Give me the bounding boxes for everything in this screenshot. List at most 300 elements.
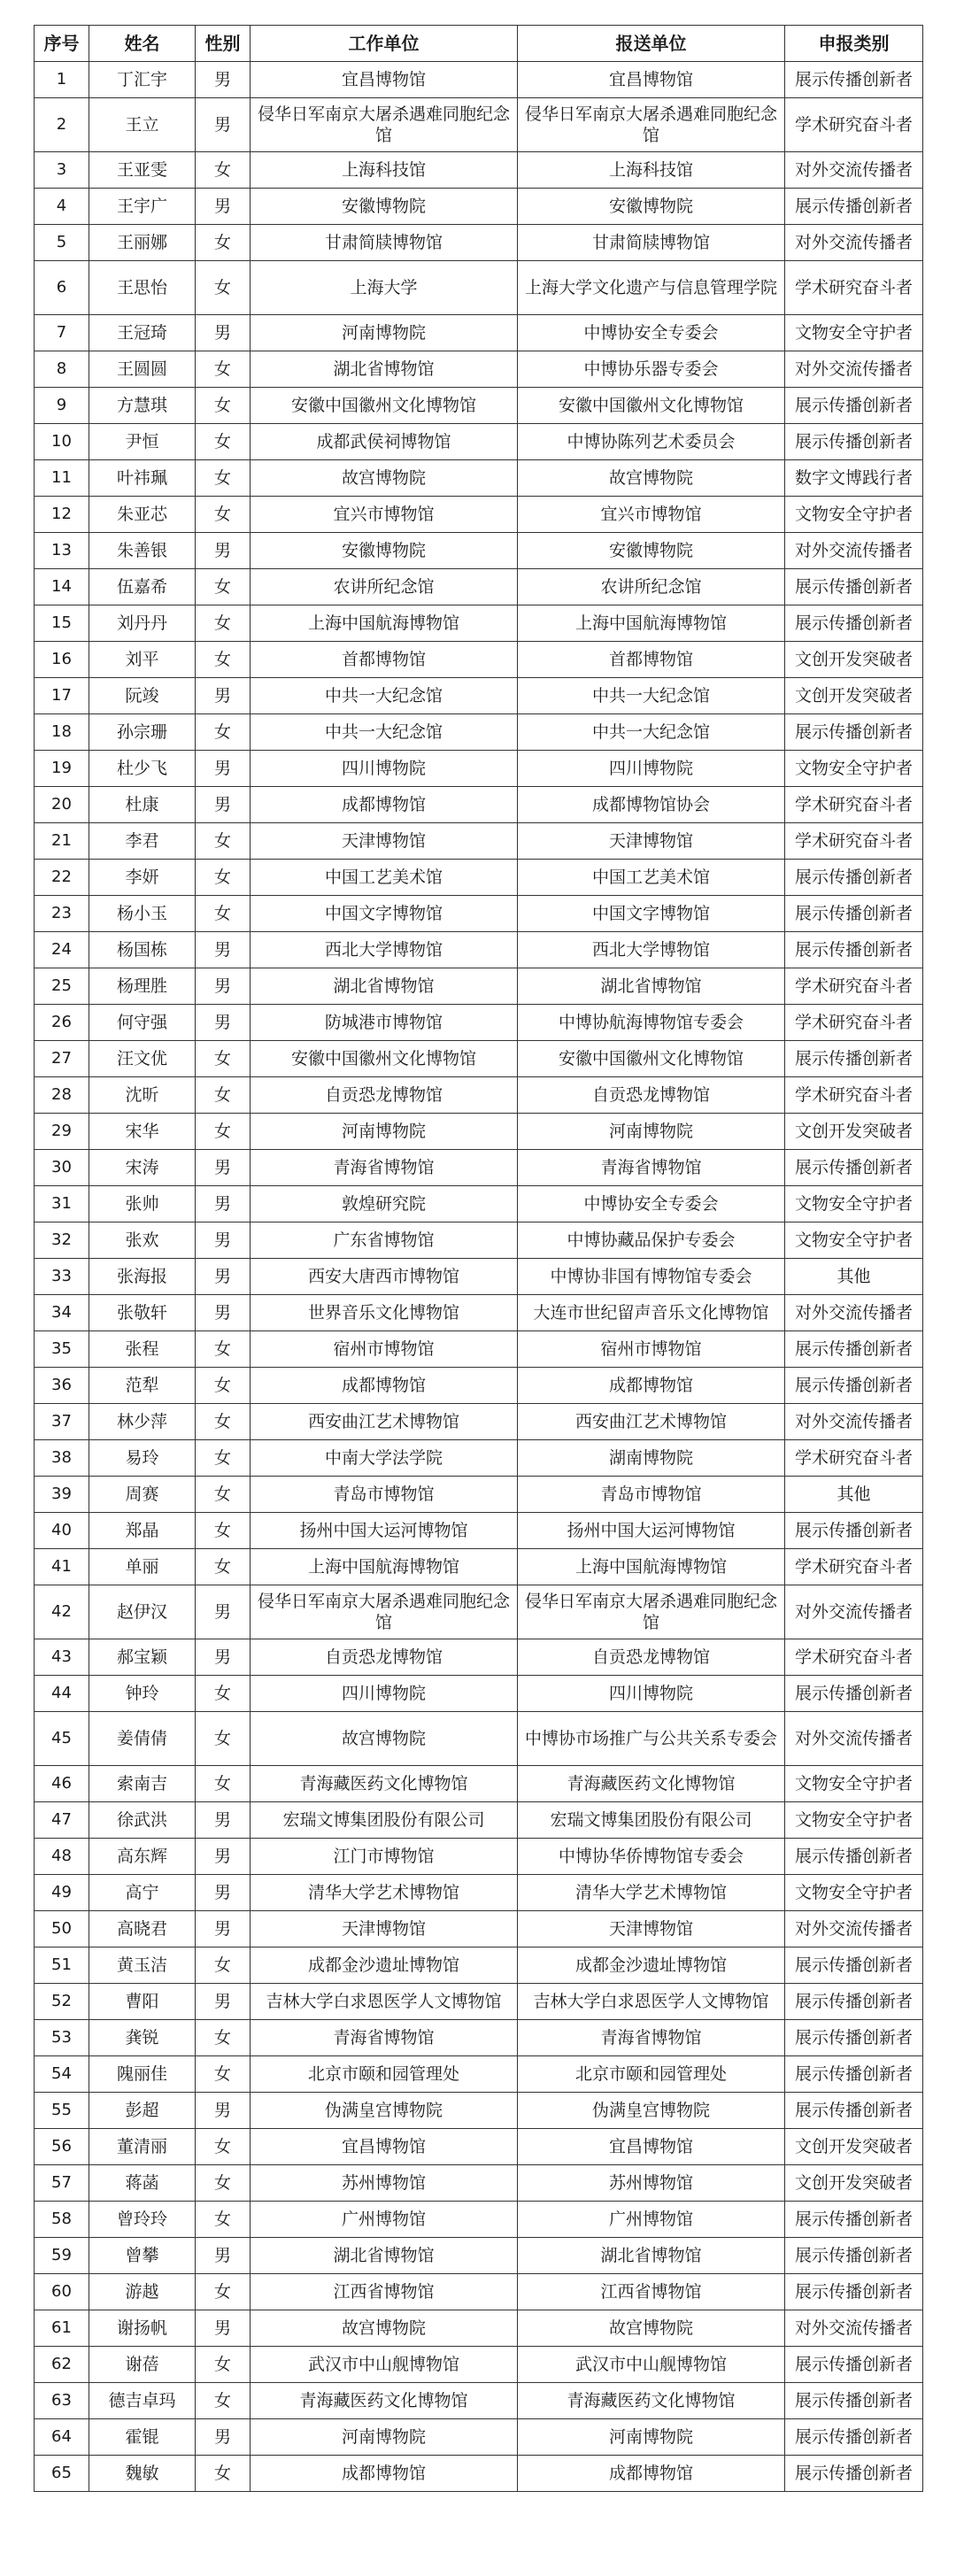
table-row <box>35 261 923 315</box>
cell-index: 40 <box>35 1513 89 1549</box>
cell-name: 沈昕 <box>89 1077 196 1114</box>
cell-submitting-unit: 中国工艺美术馆 <box>518 860 785 896</box>
cell-gender: 女 <box>196 261 251 315</box>
cell-category: 学术研究奋斗者 <box>785 98 923 152</box>
cell-submitting-unit: 四川博物院 <box>518 1676 785 1712</box>
cell-work-unit: 中共一大纪念馆 <box>251 714 518 751</box>
cell-name: 魏敏 <box>89 2456 196 2492</box>
cell-category: 文物安全守护者 <box>785 1802 923 1839</box>
cell-work-unit: 青海藏医药文化博物馆 <box>251 2383 518 2419</box>
cell-index: 34 <box>35 1295 89 1331</box>
cell-name: 伍嘉希 <box>89 569 196 605</box>
cell-name: 刘丹丹 <box>89 605 196 642</box>
cell-work-unit: 湖北省博物馆 <box>251 968 518 1005</box>
cell-submitting-unit: 侵华日军南京大屠杀遇难同胞纪念馆 <box>518 1585 785 1639</box>
cell-work-unit: 武汉市中山舰博物馆 <box>251 2347 518 2383</box>
cell-name: 宋华 <box>89 1114 196 1150</box>
cell-index: 6 <box>35 261 89 315</box>
cell-category: 文创开发突破者 <box>785 1114 923 1150</box>
cell-submitting-unit: 上海中国航海博物馆 <box>518 605 785 642</box>
cell-gender: 男 <box>196 62 251 98</box>
cell-category: 展示传播创新者 <box>785 714 923 751</box>
cell-category: 数字文博践行者 <box>785 460 923 497</box>
cell-gender: 女 <box>196 2274 251 2310</box>
cell-category: 展示传播创新者 <box>785 2274 923 2310</box>
cell-index: 57 <box>35 2165 89 2202</box>
table-row <box>35 1186 923 1222</box>
cell-work-unit: 中共一大纪念馆 <box>251 678 518 714</box>
cell-name: 易玲 <box>89 1440 196 1477</box>
cell-name: 宋涛 <box>89 1150 196 1186</box>
cell-work-unit: 自贡恐龙博物馆 <box>251 1077 518 1114</box>
cell-submitting-unit: 宜昌博物馆 <box>518 2129 785 2165</box>
cell-submitting-unit: 青海省博物馆 <box>518 2020 785 2056</box>
cell-gender: 女 <box>196 860 251 896</box>
cell-submitting-unit: 西安曲江艺术博物馆 <box>518 1404 785 1440</box>
table-row <box>35 1259 923 1295</box>
cell-index: 56 <box>35 2129 89 2165</box>
cell-name: 张海报 <box>89 1259 196 1295</box>
table-row <box>35 714 923 751</box>
cell-category: 文物安全守护者 <box>785 751 923 787</box>
cell-work-unit: 吉林大学白求恩医学人文博物馆 <box>251 1984 518 2020</box>
cell-work-unit: 江门市博物馆 <box>251 1839 518 1875</box>
cell-name: 张敬轩 <box>89 1295 196 1331</box>
cell-submitting-unit: 农讲所纪念馆 <box>518 569 785 605</box>
cell-name: 方慧琪 <box>89 388 196 424</box>
cell-category: 文物安全守护者 <box>785 1875 923 1911</box>
table-row <box>35 1639 923 1676</box>
cell-gender: 男 <box>196 1984 251 2020</box>
cell-name: 王圆圆 <box>89 351 196 388</box>
cell-name: 叶祎珮 <box>89 460 196 497</box>
cell-gender: 女 <box>196 2456 251 2492</box>
cell-submitting-unit: 湖北省博物馆 <box>518 968 785 1005</box>
cell-work-unit: 侵华日军南京大屠杀遇难同胞纪念馆 <box>251 98 518 152</box>
header-index: 序号 <box>35 26 89 62</box>
cell-index: 60 <box>35 2274 89 2310</box>
cell-index: 24 <box>35 932 89 968</box>
cell-name: 徐武洪 <box>89 1802 196 1839</box>
cell-work-unit: 成都博物馆 <box>251 2456 518 2492</box>
table-row <box>35 2456 923 2492</box>
cell-gender: 女 <box>196 2383 251 2419</box>
cell-name: 汪文优 <box>89 1041 196 1077</box>
cell-name: 李君 <box>89 823 196 860</box>
table-row <box>35 569 923 605</box>
cell-submitting-unit: 宜昌博物馆 <box>518 62 785 98</box>
cell-work-unit: 上海中国航海博物馆 <box>251 1549 518 1585</box>
cell-index: 20 <box>35 787 89 823</box>
cell-gender: 男 <box>196 2310 251 2347</box>
cell-index: 30 <box>35 1150 89 1186</box>
cell-index: 23 <box>35 896 89 932</box>
cell-index: 33 <box>35 1259 89 1295</box>
cell-category: 展示传播创新者 <box>785 2238 923 2274</box>
cell-gender: 女 <box>196 1513 251 1549</box>
cell-name: 杜康 <box>89 787 196 823</box>
cell-category: 展示传播创新者 <box>785 2056 923 2093</box>
cell-category: 展示传播创新者 <box>785 2456 923 2492</box>
cell-gender: 女 <box>196 460 251 497</box>
cell-category: 文创开发突破者 <box>785 2165 923 2202</box>
cell-category: 文物安全守护者 <box>785 497 923 533</box>
cell-submitting-unit: 中博协陈列艺术委员会 <box>518 424 785 460</box>
cell-gender: 男 <box>196 315 251 351</box>
table-row <box>35 62 923 98</box>
cell-submitting-unit: 甘肃简牍博物馆 <box>518 225 785 261</box>
cell-submitting-unit: 扬州中国大运河博物馆 <box>518 1513 785 1549</box>
cell-submitting-unit: 青海藏医药文化博物馆 <box>518 2383 785 2419</box>
cell-name: 王立 <box>89 98 196 152</box>
cell-work-unit: 自贡恐龙博物馆 <box>251 1639 518 1676</box>
table-row <box>35 1947 923 1984</box>
cell-category: 展示传播创新者 <box>785 932 923 968</box>
table-row <box>35 1368 923 1404</box>
cell-index: 8 <box>35 351 89 388</box>
cell-category: 展示传播创新者 <box>785 2202 923 2238</box>
cell-index: 42 <box>35 1585 89 1639</box>
cell-gender: 女 <box>196 1114 251 1150</box>
cell-work-unit: 上海中国航海博物馆 <box>251 605 518 642</box>
cell-gender: 女 <box>196 1077 251 1114</box>
cell-submitting-unit: 中博协藏品保护专委会 <box>518 1222 785 1259</box>
table-row <box>35 896 923 932</box>
cell-category: 展示传播创新者 <box>785 1041 923 1077</box>
cell-gender: 女 <box>196 497 251 533</box>
cell-index: 19 <box>35 751 89 787</box>
table-row <box>35 1114 923 1150</box>
table-row <box>35 1404 923 1440</box>
cell-index: 47 <box>35 1802 89 1839</box>
cell-name: 孙宗珊 <box>89 714 196 751</box>
cell-submitting-unit: 湖北省博物馆 <box>518 2238 785 2274</box>
cell-name: 杜少飞 <box>89 751 196 787</box>
cell-work-unit: 河南博物院 <box>251 315 518 351</box>
cell-category: 展示传播创新者 <box>785 1331 923 1368</box>
cell-gender: 男 <box>196 1150 251 1186</box>
cell-gender: 女 <box>196 2020 251 2056</box>
cell-gender: 女 <box>196 388 251 424</box>
cell-index: 21 <box>35 823 89 860</box>
cell-category: 展示传播创新者 <box>785 1984 923 2020</box>
cell-category: 展示传播创新者 <box>785 62 923 98</box>
cell-submitting-unit: 安徽博物院 <box>518 533 785 569</box>
cell-category: 文物安全守护者 <box>785 1766 923 1802</box>
cell-work-unit: 甘肃简牍博物馆 <box>251 225 518 261</box>
cell-category: 展示传播创新者 <box>785 2419 923 2456</box>
cell-submitting-unit: 安徽中国徽州文化博物馆 <box>518 1041 785 1077</box>
table-row <box>35 1440 923 1477</box>
table-row <box>35 2056 923 2093</box>
cell-name: 曹阳 <box>89 1984 196 2020</box>
cell-submitting-unit: 成都金沙遗址博物馆 <box>518 1947 785 1984</box>
cell-work-unit: 成都金沙遗址博物馆 <box>251 1947 518 1984</box>
cell-work-unit: 宜昌博物馆 <box>251 62 518 98</box>
cell-work-unit: 中国工艺美术馆 <box>251 860 518 896</box>
cell-index: 65 <box>35 2456 89 2492</box>
cell-name: 张帅 <box>89 1186 196 1222</box>
cell-gender: 女 <box>196 2129 251 2165</box>
cell-submitting-unit: 天津博物馆 <box>518 1911 785 1947</box>
table-row <box>35 1331 923 1368</box>
cell-index: 27 <box>35 1041 89 1077</box>
cell-name: 郝宝颖 <box>89 1639 196 1676</box>
cell-work-unit: 河南博物院 <box>251 1114 518 1150</box>
cell-name: 赵伊汉 <box>89 1585 196 1639</box>
cell-name: 彭超 <box>89 2093 196 2129</box>
cell-name: 高东辉 <box>89 1839 196 1875</box>
table-row <box>35 2202 923 2238</box>
cell-category: 学术研究奋斗者 <box>785 787 923 823</box>
cell-submitting-unit: 广州博物馆 <box>518 2202 785 2238</box>
cell-name: 游越 <box>89 2274 196 2310</box>
cell-work-unit: 成都博物馆 <box>251 1368 518 1404</box>
cell-gender: 男 <box>196 751 251 787</box>
cell-name: 李妍 <box>89 860 196 896</box>
table-row <box>35 315 923 351</box>
cell-work-unit: 青海省博物馆 <box>251 1150 518 1186</box>
cell-work-unit: 上海大学 <box>251 261 518 315</box>
cell-index: 1 <box>35 62 89 98</box>
table-row <box>35 823 923 860</box>
cell-work-unit: 清华大学艺术博物馆 <box>251 1875 518 1911</box>
cell-name: 杨理胜 <box>89 968 196 1005</box>
cell-index: 43 <box>35 1639 89 1676</box>
cell-index: 25 <box>35 968 89 1005</box>
cell-work-unit: 中国文字博物馆 <box>251 896 518 932</box>
cell-name: 曾玲玲 <box>89 2202 196 2238</box>
cell-gender: 男 <box>196 1585 251 1639</box>
table-row <box>35 1802 923 1839</box>
table-row <box>35 533 923 569</box>
cell-index: 37 <box>35 1404 89 1440</box>
cell-category: 对外交流传播者 <box>785 351 923 388</box>
cell-gender: 女 <box>196 896 251 932</box>
cell-work-unit: 四川博物院 <box>251 751 518 787</box>
cell-name: 何守强 <box>89 1005 196 1041</box>
cell-submitting-unit: 清华大学艺术博物馆 <box>518 1875 785 1911</box>
cell-name: 蒋菡 <box>89 2165 196 2202</box>
cell-index: 18 <box>35 714 89 751</box>
cell-gender: 女 <box>196 1368 251 1404</box>
table-row <box>35 1005 923 1041</box>
cell-work-unit: 首都博物馆 <box>251 642 518 678</box>
cell-submitting-unit: 四川博物院 <box>518 751 785 787</box>
cell-category: 对外交流传播者 <box>785 1911 923 1947</box>
cell-submitting-unit: 中博协安全专委会 <box>518 1186 785 1222</box>
table-row <box>35 388 923 424</box>
cell-work-unit: 防城港市博物馆 <box>251 1005 518 1041</box>
cell-index: 44 <box>35 1676 89 1712</box>
cell-work-unit: 北京市颐和园管理处 <box>251 2056 518 2093</box>
cell-work-unit: 天津博物馆 <box>251 823 518 860</box>
cell-category: 展示传播创新者 <box>785 896 923 932</box>
table-row <box>35 860 923 896</box>
cell-submitting-unit: 首都博物馆 <box>518 642 785 678</box>
table-row <box>35 1911 923 1947</box>
cell-index: 35 <box>35 1331 89 1368</box>
cell-name: 朱亚芯 <box>89 497 196 533</box>
table-row <box>35 497 923 533</box>
cell-submitting-unit: 宜兴市博物馆 <box>518 497 785 533</box>
table-row <box>35 1839 923 1875</box>
cell-gender: 男 <box>196 678 251 714</box>
cell-submitting-unit: 自贡恐龙博物馆 <box>518 1639 785 1676</box>
cell-category: 其他 <box>785 1477 923 1513</box>
cell-submitting-unit: 中国文字博物馆 <box>518 896 785 932</box>
cell-gender: 男 <box>196 1005 251 1041</box>
cell-submitting-unit: 故宫博物院 <box>518 2310 785 2347</box>
cell-submitting-unit: 中博协非国有博物馆专委会 <box>518 1259 785 1295</box>
cell-submitting-unit: 中共一大纪念馆 <box>518 678 785 714</box>
cell-category: 文物安全守护者 <box>785 1186 923 1222</box>
cell-name: 龚锐 <box>89 2020 196 2056</box>
cell-submitting-unit: 中博协市场推广与公共关系专委会 <box>518 1712 785 1766</box>
table-row <box>35 351 923 388</box>
cell-submitting-unit: 上海大学文化遗产与信息管理学院 <box>518 261 785 315</box>
cell-gender: 女 <box>196 605 251 642</box>
cell-work-unit: 河南博物院 <box>251 2419 518 2456</box>
cell-name: 王丽娜 <box>89 225 196 261</box>
cell-category: 对外交流传播者 <box>785 2310 923 2347</box>
cell-gender: 女 <box>196 1331 251 1368</box>
cell-submitting-unit: 宿州市博物馆 <box>518 1331 785 1368</box>
cell-gender: 女 <box>196 2056 251 2093</box>
cell-category: 展示传播创新者 <box>785 424 923 460</box>
cell-gender: 女 <box>196 152 251 189</box>
cell-category: 展示传播创新者 <box>785 1676 923 1712</box>
cell-category: 展示传播创新者 <box>785 1513 923 1549</box>
cell-work-unit: 宜兴市博物馆 <box>251 497 518 533</box>
table-header <box>35 26 923 62</box>
cell-index: 62 <box>35 2347 89 2383</box>
cell-gender: 男 <box>196 968 251 1005</box>
cell-name: 王思怡 <box>89 261 196 315</box>
cell-name: 范犁 <box>89 1368 196 1404</box>
cell-category: 文创开发突破者 <box>785 678 923 714</box>
cell-index: 15 <box>35 605 89 642</box>
cell-gender: 女 <box>196 1676 251 1712</box>
cell-submitting-unit: 中博协航海博物馆专委会 <box>518 1005 785 1041</box>
cell-work-unit: 上海科技馆 <box>251 152 518 189</box>
cell-name: 钟玲 <box>89 1676 196 1712</box>
cell-gender: 女 <box>196 2165 251 2202</box>
cell-gender: 男 <box>196 1911 251 1947</box>
cell-work-unit: 侵华日军南京大屠杀遇难同胞纪念馆 <box>251 1585 518 1639</box>
cell-submitting-unit: 成都博物馆 <box>518 2456 785 2492</box>
cell-gender: 女 <box>196 642 251 678</box>
cell-work-unit: 苏州博物馆 <box>251 2165 518 2202</box>
cell-gender: 女 <box>196 424 251 460</box>
cell-gender: 女 <box>196 1477 251 1513</box>
cell-submitting-unit: 北京市颐和园管理处 <box>518 2056 785 2093</box>
cell-submitting-unit: 上海中国航海博物馆 <box>518 1549 785 1585</box>
cell-work-unit: 成都武侯祠博物馆 <box>251 424 518 460</box>
header-submitting-unit: 报送单位 <box>518 26 785 62</box>
cell-gender: 女 <box>196 569 251 605</box>
cell-index: 49 <box>35 1875 89 1911</box>
cell-index: 63 <box>35 2383 89 2419</box>
cell-gender: 男 <box>196 98 251 152</box>
cell-category: 对外交流传播者 <box>785 533 923 569</box>
cell-name: 郑晶 <box>89 1513 196 1549</box>
cell-work-unit: 敦煌研究院 <box>251 1186 518 1222</box>
cell-submitting-unit: 西北大学博物馆 <box>518 932 785 968</box>
table-row <box>35 2093 923 2129</box>
cell-name: 阮竣 <box>89 678 196 714</box>
cell-work-unit: 伪满皇宫博物院 <box>251 2093 518 2129</box>
cell-name: 董清丽 <box>89 2129 196 2165</box>
cell-category: 文创开发突破者 <box>785 2129 923 2165</box>
cell-name: 曾攀 <box>89 2238 196 2274</box>
cell-index: 59 <box>35 2238 89 2274</box>
cell-category: 学术研究奋斗者 <box>785 968 923 1005</box>
cell-index: 14 <box>35 569 89 605</box>
cell-gender: 男 <box>196 2093 251 2129</box>
cell-index: 31 <box>35 1186 89 1222</box>
cell-name: 谢扬帆 <box>89 2310 196 2347</box>
cell-category: 学术研究奋斗者 <box>785 1440 923 1477</box>
cell-category: 展示传播创新者 <box>785 605 923 642</box>
table-row <box>35 968 923 1005</box>
cell-gender: 男 <box>196 787 251 823</box>
cell-category: 展示传播创新者 <box>785 2020 923 2056</box>
cell-work-unit: 故宫博物院 <box>251 460 518 497</box>
table-row <box>35 1077 923 1114</box>
cell-gender: 男 <box>196 1295 251 1331</box>
cell-name: 德吉卓玛 <box>89 2383 196 2419</box>
cell-name: 刘平 <box>89 642 196 678</box>
table-row <box>35 152 923 189</box>
cell-index: 11 <box>35 460 89 497</box>
cell-index: 55 <box>35 2093 89 2129</box>
cell-index: 26 <box>35 1005 89 1041</box>
cell-work-unit: 广州博物馆 <box>251 2202 518 2238</box>
cell-gender: 男 <box>196 1802 251 1839</box>
cell-work-unit: 安徽博物院 <box>251 189 518 225</box>
table-row <box>35 2274 923 2310</box>
cell-index: 12 <box>35 497 89 533</box>
table-row <box>35 1676 923 1712</box>
table-row <box>35 932 923 968</box>
cell-gender: 男 <box>196 1875 251 1911</box>
cell-work-unit: 宏瑞文博集团股份有限公司 <box>251 1802 518 1839</box>
cell-index: 58 <box>35 2202 89 2238</box>
cell-index: 17 <box>35 678 89 714</box>
cell-index: 45 <box>35 1712 89 1766</box>
cell-work-unit: 故宫博物院 <box>251 2310 518 2347</box>
cell-index: 28 <box>35 1077 89 1114</box>
cell-category: 学术研究奋斗者 <box>785 261 923 315</box>
cell-work-unit: 安徽中国徽州文化博物馆 <box>251 388 518 424</box>
cell-name: 林少萍 <box>89 1404 196 1440</box>
cell-work-unit: 宿州市博物馆 <box>251 1331 518 1368</box>
table-row <box>35 2310 923 2347</box>
cell-gender: 女 <box>196 225 251 261</box>
cell-category: 学术研究奋斗者 <box>785 1549 923 1585</box>
roster-table-container <box>34 25 922 2492</box>
cell-work-unit: 西安曲江艺术博物馆 <box>251 1404 518 1440</box>
cell-name: 周赛 <box>89 1477 196 1513</box>
cell-category: 对外交流传播者 <box>785 152 923 189</box>
cell-name: 姜倩倩 <box>89 1712 196 1766</box>
cell-submitting-unit: 宏瑞文博集团股份有限公司 <box>518 1802 785 1839</box>
table-row <box>35 1295 923 1331</box>
table-row <box>35 460 923 497</box>
cell-work-unit: 天津博物馆 <box>251 1911 518 1947</box>
cell-work-unit: 安徽博物院 <box>251 533 518 569</box>
